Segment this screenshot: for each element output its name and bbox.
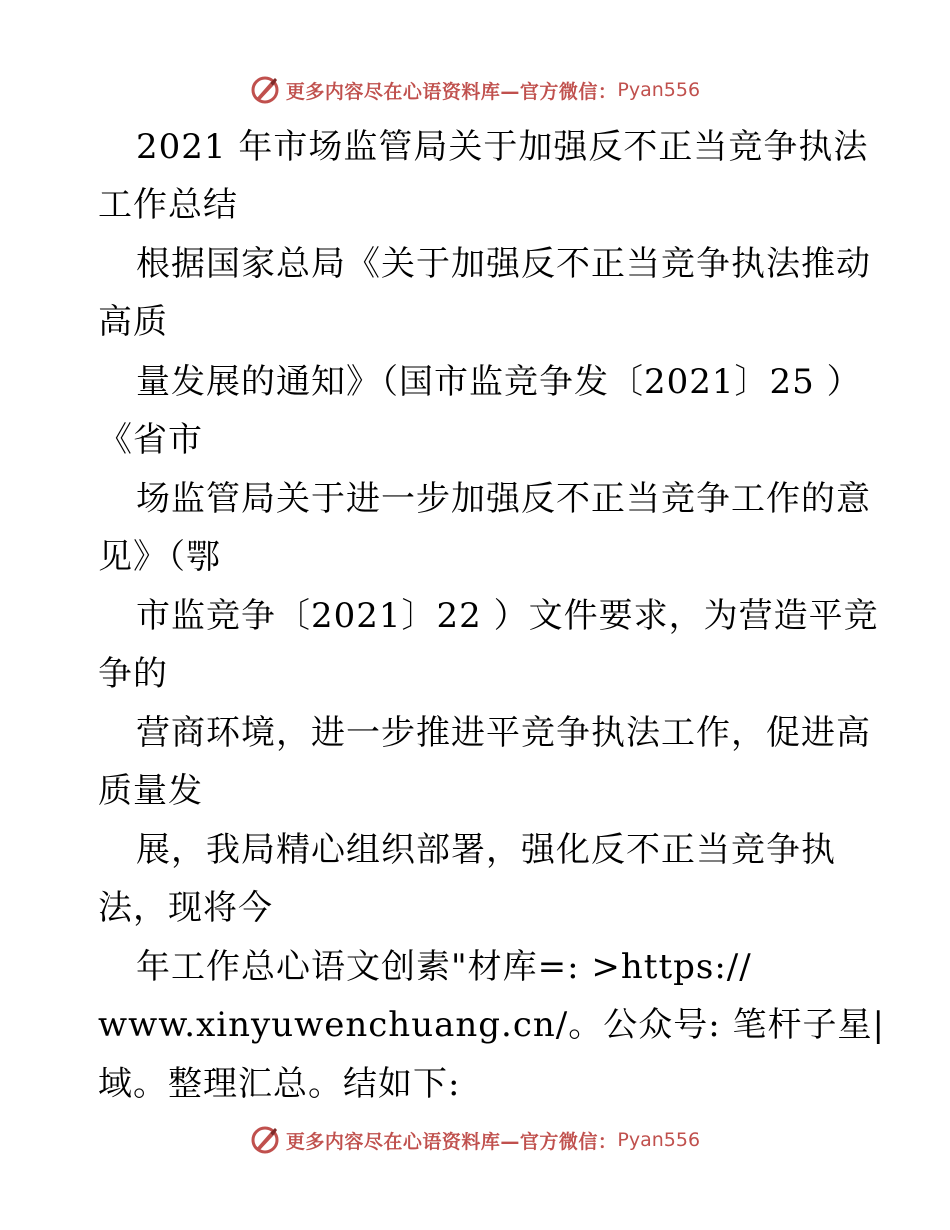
doc-line: 高质 (98, 302, 168, 342)
banner-slogan: 更多内容尽在心语资料库—官方微信： (285, 1130, 618, 1153)
banner-contact: Pyan556 (617, 79, 701, 101)
doc-line: 市监竞争〔2021〕22 ）文件要求，为营造平竞 (136, 596, 879, 636)
doc-line: 根据国家总局《关于加强反不正当竞争执法推动 (136, 244, 871, 284)
banner-slogan: 更多内容尽在心语资料库—官方微信： (285, 80, 618, 103)
doc-line: 场监管局关于进一步加强反不正当竞争工作的意 (136, 479, 871, 519)
footer-banner (0, 1120, 950, 1160)
pen-logo-icon (250, 1125, 280, 1155)
header-banner (0, 70, 950, 110)
doc-line: 量发展的通知》（国市监竞争发〔2021〕25 ） (136, 362, 862, 402)
banner-contact: Pyan556 (617, 1129, 701, 1151)
doc-line: 域。整理汇总。结如下: (98, 1064, 461, 1104)
doc-line: 法，现将今 (98, 888, 273, 928)
doc-line: 《省市 (98, 420, 203, 460)
doc-line-url: www.xinyuwenchuang.cn/。公众号: 笔杆子星| (98, 1005, 885, 1045)
doc-line: 质量发 (98, 771, 203, 811)
doc-title-line-2: 工作总结 (98, 185, 238, 225)
doc-line: 营商环境，进一步推进平竞争执法工作，促进高 (136, 713, 871, 753)
doc-line: 争的 (98, 654, 168, 694)
doc-line: 展，我局精心组织部署，强化反不正当竞争执 (136, 830, 836, 870)
pen-logo-icon (250, 75, 280, 105)
doc-line: 年工作总心语文创素"材库=: >https:// (136, 947, 752, 987)
doc-title-line-1: 2021 年市场监管局关于加强反不正当竞争执法 (136, 127, 869, 167)
doc-line: 见》（鄂 (98, 537, 221, 577)
